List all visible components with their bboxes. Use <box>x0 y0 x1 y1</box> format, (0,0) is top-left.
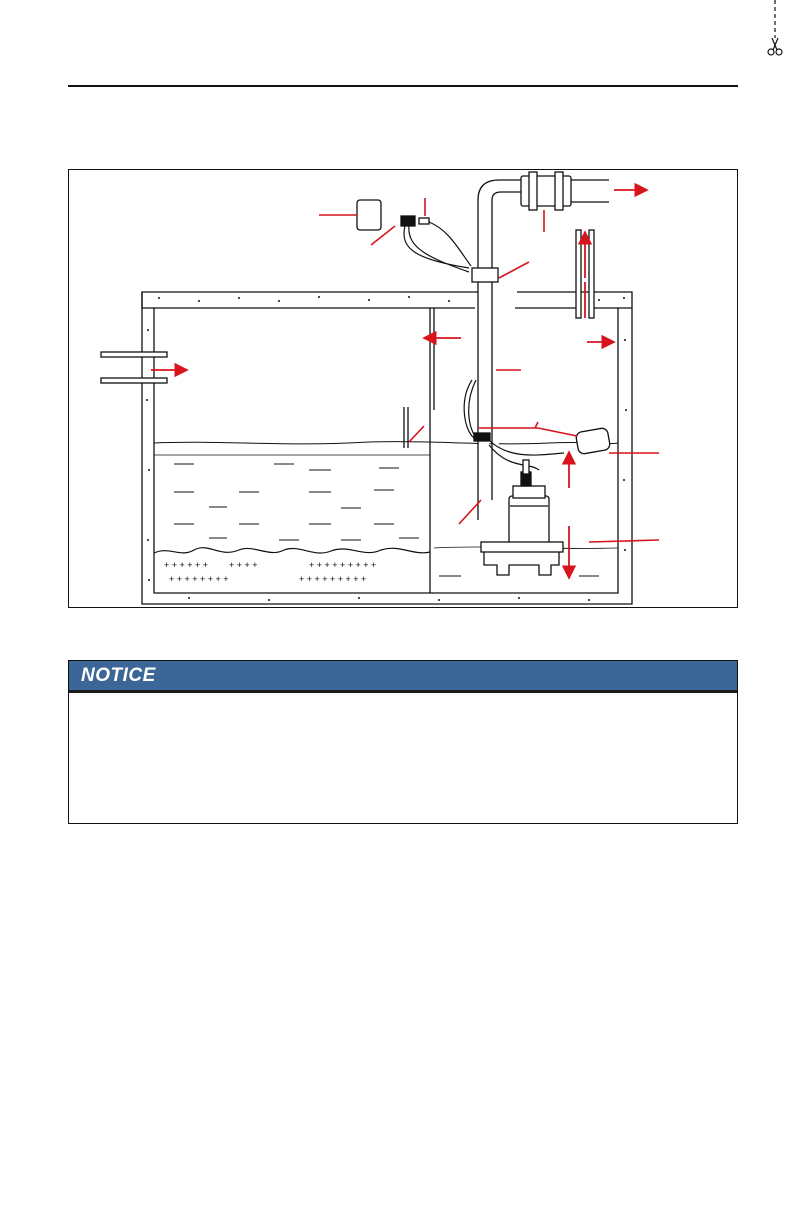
installation-diagram <box>68 169 738 608</box>
scissors-icon <box>768 38 782 55</box>
svg-text:+ + + + + + + +: + + + + + + + + <box>169 574 229 584</box>
inlet-pipe-icon <box>101 352 167 383</box>
notice-body <box>69 693 737 819</box>
notice-header <box>69 661 737 693</box>
float-switch-icon <box>575 427 610 454</box>
svg-text:+ + + + + +: + + + + + + <box>164 560 209 570</box>
cut-line <box>0 0 792 60</box>
notice-box <box>68 660 738 824</box>
notice-title: NOTICE <box>81 664 156 686</box>
diagram-svg <box>69 170 737 607</box>
sludge-layer <box>154 548 430 553</box>
svg-text:+ + + + + + + + +: + + + + + + + + + <box>299 574 367 584</box>
liquid-level <box>154 442 618 444</box>
svg-text:+ + + +: + + + + <box>229 560 258 570</box>
header-rule <box>68 85 738 87</box>
plug-icon <box>357 200 429 230</box>
check-valve-icon <box>521 172 571 210</box>
svg-text:+ + + + + + + + +: + + + + + + + + + <box>309 560 377 570</box>
